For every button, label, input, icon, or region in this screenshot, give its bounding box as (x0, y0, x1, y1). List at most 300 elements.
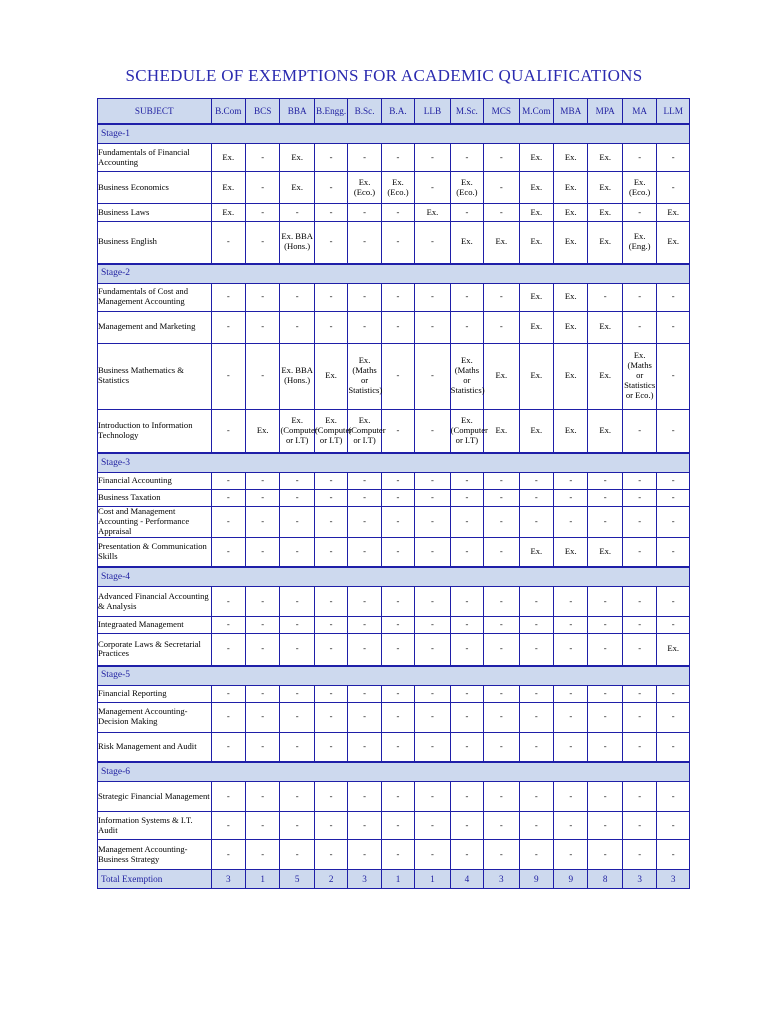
exemption-cell: - (484, 283, 519, 311)
exemption-cell: Ex. (Maths or Statistics) (348, 343, 381, 409)
stage-header-row (98, 124, 690, 144)
exemption-cell: - (622, 490, 656, 507)
exemption-cell: Ex. (484, 343, 519, 409)
exemption-cell: - (314, 537, 347, 567)
subject-cell: Presentation & Communication Skills (98, 537, 212, 567)
exemption-cell: - (348, 473, 381, 490)
stage-label: Stage-2 (98, 264, 690, 284)
page-title: SCHEDULE OF EXEMPTIONS FOR ACADEMIC QUALIFICATIONS (125, 66, 643, 85)
exemption-cell: - (348, 311, 381, 343)
stage-header-row (98, 762, 690, 782)
table-row (98, 840, 690, 870)
exemption-cell: - (588, 587, 622, 617)
exemption-cell: - (314, 702, 347, 732)
exemption-cell: - (245, 732, 279, 762)
exemption-cell: - (348, 812, 381, 840)
exemption-cell: - (657, 409, 690, 453)
subject-cell: Cost and Management Accounting - Performance Appraisal (98, 507, 212, 538)
exemption-cell: - (588, 782, 622, 812)
exemption-cell: - (554, 507, 588, 538)
exemption-cell: - (519, 587, 553, 617)
exemption-cell: - (245, 587, 279, 617)
column-header: BCS (245, 99, 279, 125)
table-row (98, 812, 690, 840)
exemption-cell: - (588, 617, 622, 634)
exemption-cell: - (280, 204, 314, 222)
exemption-cell: Ex. (519, 537, 553, 567)
table-row (98, 144, 690, 172)
exemption-cell: - (622, 507, 656, 538)
exemption-cell: - (280, 490, 314, 507)
exemption-cell: - (381, 204, 414, 222)
exemption-cell: - (415, 172, 450, 204)
exemption-cell: - (245, 283, 279, 311)
exemption-cell: - (554, 617, 588, 634)
exemption-cell: Ex. (519, 343, 553, 409)
exemption-cell: - (622, 409, 656, 453)
exemption-cell: - (450, 782, 483, 812)
exemption-cell: - (554, 634, 588, 666)
column-header: M.Sc. (450, 99, 483, 125)
exemption-cell: - (314, 840, 347, 870)
exemption-cell: - (588, 812, 622, 840)
subject-cell: Management Accounting-Business Strategy (98, 840, 212, 870)
exemption-cell: - (280, 812, 314, 840)
exemptions-table (97, 98, 690, 889)
exemption-cell: - (381, 490, 414, 507)
exemption-cell: Ex. (450, 222, 483, 264)
exemption-cell: - (245, 812, 279, 840)
exemption-cell: - (484, 587, 519, 617)
exemption-cell: - (211, 634, 245, 666)
exemption-cell: - (450, 587, 483, 617)
table-row (98, 204, 690, 222)
exemption-cell: Ex. (657, 204, 690, 222)
exemption-cell: Ex. (554, 144, 588, 172)
table-row (98, 172, 690, 204)
table-row (98, 409, 690, 453)
table-row (98, 634, 690, 666)
exemption-cell: - (314, 172, 347, 204)
exemption-cell: - (588, 634, 622, 666)
column-header: MCS (484, 99, 519, 125)
subject-cell: Business English (98, 222, 212, 264)
exemption-cell: - (211, 473, 245, 490)
exemption-cell: - (554, 840, 588, 870)
exemption-cell: - (381, 587, 414, 617)
exemption-cell: - (450, 537, 483, 567)
column-header: B.A. (381, 99, 414, 125)
exemption-cell: - (657, 144, 690, 172)
exemption-cell: - (348, 634, 381, 666)
total-value-cell: 9 (554, 870, 588, 889)
total-label: Total Exemption (98, 870, 212, 889)
exemption-cell: - (450, 311, 483, 343)
exemption-cell: - (657, 172, 690, 204)
exemption-cell: - (484, 812, 519, 840)
exemption-cell: - (519, 812, 553, 840)
exemption-cell: - (415, 283, 450, 311)
total-value-cell: 1 (381, 870, 414, 889)
column-header: BBA (280, 99, 314, 125)
exemption-cell: - (484, 172, 519, 204)
exemption-cell: - (245, 782, 279, 812)
subject-cell: Corporate Laws & Secretarial Practices (98, 634, 212, 666)
exemption-cell: - (415, 840, 450, 870)
exemption-cell: - (348, 490, 381, 507)
exemption-cell: - (415, 507, 450, 538)
exemption-cell: - (484, 732, 519, 762)
table-body (98, 124, 690, 889)
exemption-cell: - (588, 473, 622, 490)
table-row (98, 702, 690, 732)
exemption-cell: Ex. (Maths or Statistics) (450, 343, 483, 409)
exemption-cell: Ex. (554, 222, 588, 264)
exemption-cell: - (657, 311, 690, 343)
exemption-cell: - (381, 537, 414, 567)
exemption-cell: - (554, 490, 588, 507)
exemption-cell: - (245, 685, 279, 702)
exemption-cell: - (415, 634, 450, 666)
exemption-cell: - (450, 617, 483, 634)
exemption-cell: - (381, 617, 414, 634)
exemption-cell: - (519, 634, 553, 666)
exemption-cell: Ex. (Maths or Statistics or Eco.) (622, 343, 656, 409)
exemption-cell: - (484, 473, 519, 490)
exemption-cell: - (484, 490, 519, 507)
column-header: MA (622, 99, 656, 125)
exemption-cell: - (280, 473, 314, 490)
exemption-cell: - (245, 840, 279, 870)
table-row (98, 311, 690, 343)
exemption-cell: - (280, 732, 314, 762)
total-value-cell: 3 (211, 870, 245, 889)
exemption-cell: - (211, 840, 245, 870)
exemption-cell: Ex. (211, 172, 245, 204)
exemption-cell: - (622, 840, 656, 870)
exemption-cell: - (245, 473, 279, 490)
exemption-cell: - (381, 222, 414, 264)
exemption-cell: Ex. (245, 409, 279, 453)
table-header-row (98, 99, 690, 125)
stage-label: Stage-3 (98, 453, 690, 473)
exemption-cell: - (245, 634, 279, 666)
exemption-cell: - (519, 732, 553, 762)
exemption-cell: - (348, 537, 381, 567)
exemption-cell: Ex. (Computer or I.T) (314, 409, 347, 453)
exemption-cell: - (519, 473, 553, 490)
exemption-cell: - (415, 812, 450, 840)
total-value-cell: 3 (348, 870, 381, 889)
exemption-cell: - (450, 840, 483, 870)
exemption-cell: Ex. (211, 204, 245, 222)
exemption-cell: - (348, 782, 381, 812)
total-value-cell: 3 (484, 870, 519, 889)
column-header: MPA (588, 99, 622, 125)
exemption-cell: Ex. (Eco.) (348, 172, 381, 204)
exemption-cell: - (211, 617, 245, 634)
exemption-cell: Ex. (Computer or I.T) (280, 409, 314, 453)
exemption-cell: Ex. (554, 283, 588, 311)
exemption-cell: - (245, 144, 279, 172)
exemption-cell: - (415, 685, 450, 702)
exemption-cell: Ex. BBA (Hons.) (280, 343, 314, 409)
exemption-cell: - (450, 685, 483, 702)
exemption-cell: - (415, 537, 450, 567)
exemption-cell: - (554, 782, 588, 812)
exemption-cell: - (657, 840, 690, 870)
exemption-cell: Ex. (657, 222, 690, 264)
exemption-cell: Ex. (Computer or I.T) (348, 409, 381, 453)
exemption-cell: - (348, 732, 381, 762)
table-row (98, 283, 690, 311)
exemption-cell: - (280, 537, 314, 567)
table-row (98, 490, 690, 507)
exemption-cell: - (554, 702, 588, 732)
total-value-cell: 5 (280, 870, 314, 889)
exemption-cell: - (381, 812, 414, 840)
exemption-cell: - (415, 473, 450, 490)
exemption-cell: - (280, 634, 314, 666)
exemption-cell: - (622, 782, 656, 812)
exemption-cell: Ex. (588, 204, 622, 222)
exemption-cell: - (588, 507, 622, 538)
exemption-cell: - (211, 507, 245, 538)
exemption-cell: - (245, 537, 279, 567)
exemption-cell: - (415, 732, 450, 762)
exemption-cell: - (450, 702, 483, 732)
exemption-cell: Ex. (588, 311, 622, 343)
column-header: LLB (415, 99, 450, 125)
exemption-cell: - (450, 490, 483, 507)
column-header: B.Com (211, 99, 245, 125)
exemption-cell: - (622, 587, 656, 617)
column-header: B.Engg. (314, 99, 347, 125)
column-header: B.Sc. (348, 99, 381, 125)
exemption-cell: - (484, 782, 519, 812)
subject-cell: Fundamentals of Cost and Management Accounting (98, 283, 212, 311)
exemption-cell: Ex. (588, 172, 622, 204)
exemption-cell: - (245, 507, 279, 538)
exemption-cell: Ex. (519, 283, 553, 311)
exemption-cell: - (554, 812, 588, 840)
exemption-cell: Ex. (519, 222, 553, 264)
exemption-cell: - (348, 617, 381, 634)
exemption-cell: - (211, 732, 245, 762)
exemption-cell: - (245, 617, 279, 634)
exemption-cell: - (280, 587, 314, 617)
exemption-cell: - (484, 204, 519, 222)
subject-cell: Management and Marketing (98, 311, 212, 343)
exemption-cell: Ex. (Eco.) (381, 172, 414, 204)
exemption-cell: - (657, 617, 690, 634)
exemption-cell: - (415, 222, 450, 264)
subject-cell: Financial Reporting (98, 685, 212, 702)
stage-header-row (98, 264, 690, 284)
exemption-cell: - (381, 840, 414, 870)
subject-cell: Strategic Financial Management (98, 782, 212, 812)
exemption-cell: Ex. (519, 409, 553, 453)
subject-cell: Business Economics (98, 172, 212, 204)
exemption-cell: Ex. (554, 537, 588, 567)
exemption-cell: - (657, 343, 690, 409)
exemption-cell: - (314, 782, 347, 812)
exemption-cell: - (484, 634, 519, 666)
exemption-cell: - (245, 172, 279, 204)
exemption-cell: Ex. (588, 222, 622, 264)
exemption-cell: - (245, 702, 279, 732)
exemption-cell: - (348, 840, 381, 870)
exemption-cell: - (314, 812, 347, 840)
exemption-cell: - (381, 685, 414, 702)
total-value-cell: 3 (657, 870, 690, 889)
exemption-cell: - (314, 685, 347, 702)
exemption-cell: - (314, 473, 347, 490)
exemption-cell: Ex. (211, 144, 245, 172)
exemption-cell: - (588, 840, 622, 870)
exemption-cell: - (381, 732, 414, 762)
exemption-cell: - (280, 507, 314, 538)
exemption-cell: - (622, 685, 656, 702)
subject-cell: Information Systems & I.T. Audit (98, 812, 212, 840)
exemption-cell: - (348, 204, 381, 222)
exemption-cell: - (622, 702, 656, 732)
exemption-cell: - (657, 812, 690, 840)
exemption-cell: - (554, 732, 588, 762)
exemption-cell: Ex. (519, 204, 553, 222)
exemption-cell: - (415, 587, 450, 617)
exemption-cell: - (484, 507, 519, 538)
exemption-cell: - (415, 343, 450, 409)
exemption-cell: - (245, 311, 279, 343)
exemption-cell: - (519, 840, 553, 870)
exemption-cell: - (484, 617, 519, 634)
stage-label: Stage-5 (98, 666, 690, 686)
exemption-cell: Ex. (554, 409, 588, 453)
total-row (98, 870, 690, 889)
exemption-cell: - (415, 311, 450, 343)
exemption-cell: Ex. (Eco.) (450, 172, 483, 204)
exemption-cell: - (314, 634, 347, 666)
exemption-cell: - (657, 283, 690, 311)
table-row (98, 685, 690, 702)
exemption-cell: - (381, 144, 414, 172)
table-row (98, 473, 690, 490)
exemption-cell: - (622, 473, 656, 490)
exemption-cell: - (280, 283, 314, 311)
exemption-cell: - (348, 222, 381, 264)
stage-header-row (98, 567, 690, 587)
exemption-cell: Ex. (484, 409, 519, 453)
exemption-cell: - (450, 283, 483, 311)
exemption-cell: Ex. (554, 172, 588, 204)
exemption-cell: - (450, 634, 483, 666)
exemption-cell: - (280, 617, 314, 634)
exemption-cell: - (211, 222, 245, 264)
exemption-cell: - (622, 812, 656, 840)
exemption-cell: - (588, 702, 622, 732)
exemption-cell: - (314, 617, 347, 634)
stage-header-row (98, 453, 690, 473)
exemption-cell: - (657, 587, 690, 617)
exemption-cell: - (381, 507, 414, 538)
exemption-cell: - (622, 617, 656, 634)
exemption-cell: - (450, 732, 483, 762)
exemption-cell: - (348, 507, 381, 538)
exemption-cell: - (280, 311, 314, 343)
exemption-cell: Ex. BBA (Hons.) (280, 222, 314, 264)
exemption-cell: - (484, 840, 519, 870)
exemption-cell: - (280, 782, 314, 812)
exemption-cell: Ex. (314, 343, 347, 409)
exemption-cell: Ex. (588, 343, 622, 409)
exemption-cell: - (280, 685, 314, 702)
exemption-cell: - (519, 490, 553, 507)
exemption-cell: - (314, 283, 347, 311)
exemption-cell: - (519, 617, 553, 634)
total-value-cell: 1 (245, 870, 279, 889)
exemption-cell: - (348, 587, 381, 617)
exemption-cell: - (622, 283, 656, 311)
total-value-cell: 8 (588, 870, 622, 889)
table-row (98, 617, 690, 634)
exemption-cell: - (450, 473, 483, 490)
subject-cell: Fundamentals of Financial Accounting (98, 144, 212, 172)
exemption-cell: Ex. (519, 172, 553, 204)
exemption-cell: - (381, 702, 414, 732)
exemption-cell: - (415, 144, 450, 172)
exemption-cell: Ex. (519, 144, 553, 172)
table-row (98, 782, 690, 812)
exemption-cell: - (211, 311, 245, 343)
exemption-cell: - (245, 343, 279, 409)
subject-cell: Introduction to Information Technology (98, 409, 212, 453)
total-value-cell: 9 (519, 870, 553, 889)
exemption-cell: - (245, 490, 279, 507)
exemption-cell: - (348, 283, 381, 311)
exemption-cell: - (348, 702, 381, 732)
exemption-cell: - (450, 812, 483, 840)
exemption-cell: - (657, 507, 690, 538)
exemption-cell: - (657, 490, 690, 507)
stage-label: Stage-4 (98, 567, 690, 587)
exemption-cell: - (211, 537, 245, 567)
table-row (98, 587, 690, 617)
exemption-cell: - (314, 587, 347, 617)
exemption-cell: - (314, 311, 347, 343)
exemption-cell: - (415, 490, 450, 507)
subject-cell: Management Accounting-Decision Making (98, 702, 212, 732)
exemption-cell: - (554, 473, 588, 490)
exemption-cell: Ex. (554, 343, 588, 409)
column-header: M.Com (519, 99, 553, 125)
stage-header-row (98, 666, 690, 686)
exemption-cell: - (415, 782, 450, 812)
exemption-cell: - (381, 283, 414, 311)
table-row (98, 343, 690, 409)
exemption-cell: - (484, 311, 519, 343)
exemption-cell: - (554, 685, 588, 702)
stage-label: Stage-1 (98, 124, 690, 144)
exemption-cell: - (519, 782, 553, 812)
exemption-cell: - (245, 222, 279, 264)
total-value-cell: 1 (415, 870, 450, 889)
exemption-cell: - (622, 144, 656, 172)
exemption-cell: - (381, 409, 414, 453)
exemption-cell: - (519, 702, 553, 732)
subject-cell: Advanced Financial Accounting & Analysis (98, 587, 212, 617)
exemption-cell: - (381, 343, 414, 409)
